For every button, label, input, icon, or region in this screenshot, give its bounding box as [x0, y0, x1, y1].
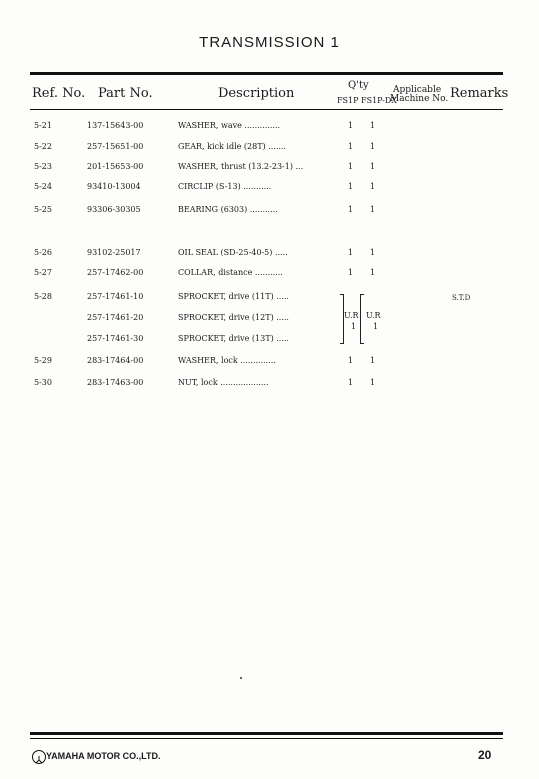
qty-cell: 1 [348, 205, 354, 214]
ref-cell: 5-23 [34, 162, 52, 171]
applicable-header-line2: Machine No. [390, 94, 449, 104]
footer-rule-thick [30, 732, 503, 735]
ref-cell: 5-28 [34, 292, 52, 301]
desc-cell: WASHER, wave .............. [178, 121, 281, 130]
sprocket-bracket-right [360, 294, 364, 344]
part-cell: 93306-30305 [87, 205, 141, 214]
part-cell: 137-15643-00 [87, 121, 144, 130]
page-title: TRANSMISSION 1 [199, 34, 340, 51]
part-cell: 257-17461-30 [87, 334, 144, 343]
part-cell: 257-15651-00 [87, 142, 144, 151]
header-bottom-rule [30, 109, 503, 110]
ref-cell: 5-30 [34, 378, 52, 387]
qty-cell: 1 [348, 182, 354, 191]
part-cell: 257-17461-10 [87, 292, 144, 301]
qty-cell: 1 [370, 162, 376, 171]
stray-dot [240, 677, 242, 679]
part-cell: 283-17463-00 [87, 378, 144, 387]
qty-cell: 1 [370, 356, 376, 365]
desc-cell: NUT, lock ................... [178, 378, 269, 387]
remarks-header: Remarks [450, 86, 509, 101]
part-cell: 93410-13004 [87, 182, 141, 191]
part-cell: 201-15653-00 [87, 162, 144, 171]
ref-cell: 5-26 [34, 248, 52, 257]
qty-cell: 1 [370, 142, 376, 151]
ref-cell: 5-22 [34, 142, 52, 151]
ref-cell: 5-29 [34, 356, 52, 365]
ref-cell: 5-25 [34, 205, 52, 214]
qty-cell: 1 [370, 378, 376, 387]
footer-rule-thin [30, 738, 503, 739]
ref-cell: 5-24 [34, 182, 52, 191]
qty-cell: 1 [348, 356, 354, 365]
qty-cell: 1 [370, 205, 376, 214]
desc-cell: WASHER, thrust (13.2-23-1) ... [178, 162, 304, 171]
ref-cell: 5-27 [34, 268, 52, 277]
qty-cell: 1 [370, 248, 376, 257]
qty-cell: 1 [370, 182, 376, 191]
qty-cell: 1 [348, 121, 354, 130]
company-name: YAMAHA MOTOR CO.,LTD. [46, 751, 161, 761]
desc-cell: GEAR, kick idle (28T) ....... [178, 142, 287, 151]
qty-cell: 1 [348, 142, 354, 151]
desc-cell: SPROCKET, drive (13T) ..... [178, 334, 289, 343]
qty-header: Q'ty [348, 80, 369, 91]
sprocket-col1-label: U.R [344, 311, 359, 320]
page-number: 20 [478, 748, 492, 762]
qty-cell: 1 [370, 268, 376, 277]
header-top-rule [30, 72, 503, 75]
desc-cell: BEARING (6303) ........... [178, 205, 278, 214]
part-cell: 257-17461-20 [87, 313, 144, 322]
description-header: Description [218, 86, 295, 101]
part-cell: 93102-25017 [87, 248, 141, 257]
sprocket-col2-qty: 1 [373, 322, 379, 331]
desc-cell: WASHER, lock .............. [178, 356, 276, 365]
part-cell: 283-17464-00 [87, 356, 144, 365]
sprocket-remark: S.T.D [452, 294, 471, 302]
applicable-header-line1: Applicable [393, 85, 442, 95]
desc-cell: COLLAR, distance ........... [178, 268, 283, 277]
qty-cell: 1 [348, 378, 354, 387]
sprocket-col1-qty: 1 [351, 322, 357, 331]
yamaha-logo-icon [32, 750, 46, 764]
qty-cell: 1 [348, 268, 354, 277]
part-cell: 257-17462-00 [87, 268, 144, 277]
ref-cell: 5-21 [34, 121, 52, 130]
desc-cell: CIRCLIP (S-13) ........... [178, 182, 272, 191]
qty-cell: 1 [370, 121, 376, 130]
desc-cell: OIL SEAL (SD-25-40-5) ..... [178, 248, 288, 257]
sprocket-col2-label: U.R [366, 311, 381, 320]
model-header: FS1P FS1P-DX [337, 96, 397, 105]
ref-no-header: Ref. No. [32, 86, 86, 101]
desc-cell: SPROCKET, drive (12T) ..... [178, 313, 289, 322]
qty-cell: 1 [348, 248, 354, 257]
part-no-header: Part No. [98, 86, 153, 101]
desc-cell: SPROCKET, drive (11T) ..... [178, 292, 289, 301]
qty-cell: 1 [348, 162, 354, 171]
